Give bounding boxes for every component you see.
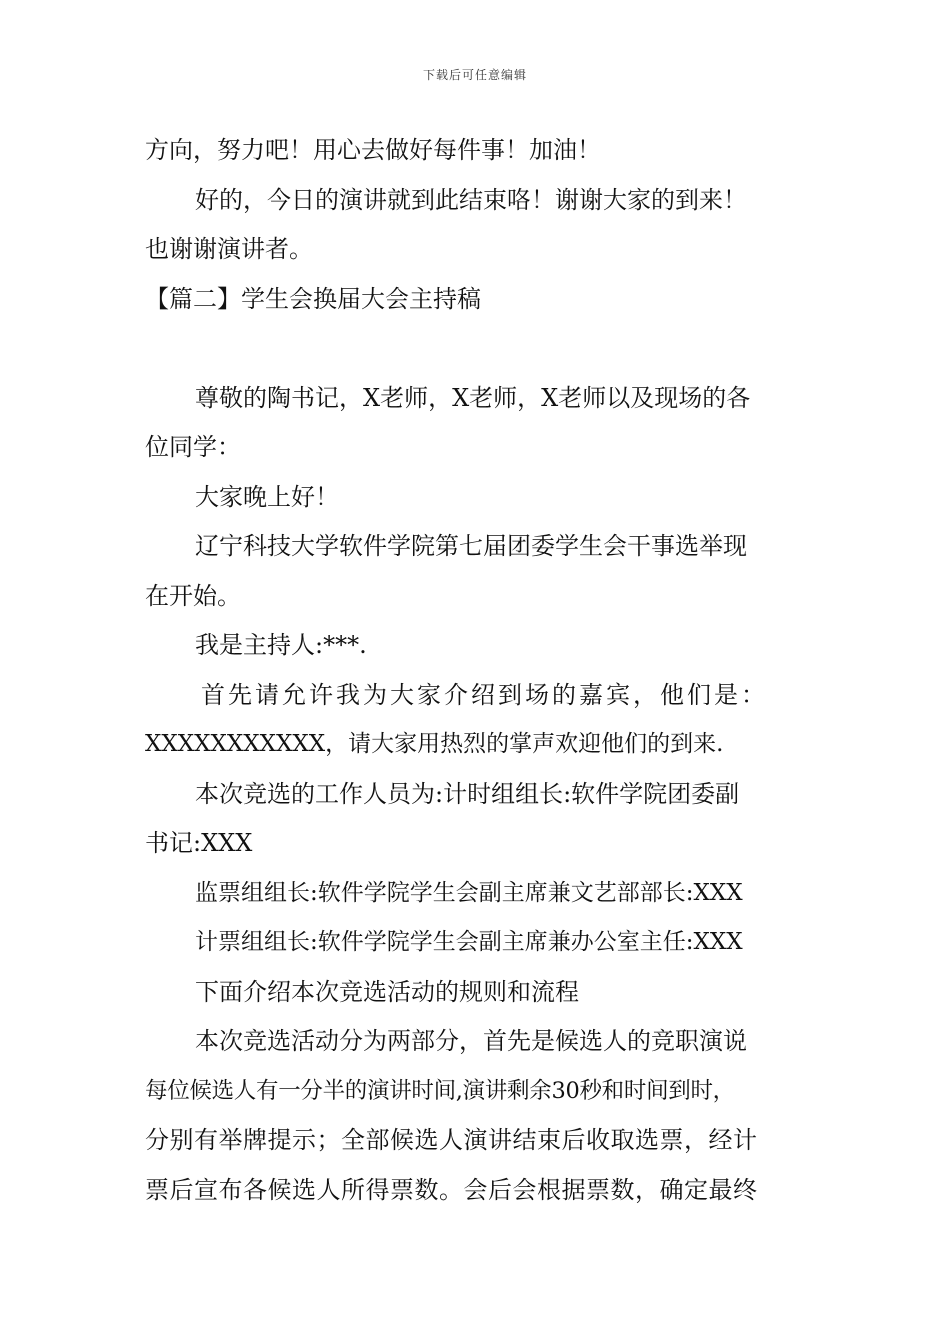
text-line: 我是主持人:***.	[195, 631, 367, 659]
text-line: 本次竞选活动分为两部分，首先是候选人的竞职演说	[195, 1027, 747, 1055]
text-line: 分别有举牌提示；全部候选人演讲结束后收取选票，经计	[145, 1126, 758, 1154]
blank-line	[145, 324, 810, 374]
text-line: 在开始。	[145, 581, 241, 610]
text-line: 位同学：	[145, 433, 241, 461]
section-heading: 【篇二】学生会换届大会主持稿	[145, 284, 481, 313]
text-line: 好的，今日的演讲就到此结束咯！谢谢大家的到来！	[195, 185, 747, 214]
text-line: 票后宣布各候选人所得票数。会后会根据票数，确定最终	[145, 1175, 758, 1204]
document-body	[145, 126, 810, 1215]
text-line: 尊敬的陶书记，X老师，X老师，X老师以及现场的各	[195, 383, 751, 412]
page-header: 下载后可任意编辑	[422, 68, 527, 82]
text-line: 首先请允许我为大家介绍到场的嘉宾，他们是：	[201, 680, 768, 709]
text-line: 方向，努力吧！用心去做好每件事！加油！	[145, 136, 601, 164]
text-line: 下面介绍本次竞选活动的规则和流程	[195, 977, 579, 1006]
text-line: XXXXXXXXXXX，请大家用热烈的掌声欢迎他们的到来.	[145, 731, 724, 757]
text-line: 大家晚上好！	[195, 482, 339, 511]
text-line: 计票组组长:软件学院学生会副主席兼办公室主任:XXX	[195, 929, 743, 955]
text-line: 本次竞选的工作人员为:计时组组长:软件学院团委副	[195, 779, 740, 808]
text-line: 辽宁科技大学软件学院第七届团委学生会干事选举现	[195, 532, 747, 560]
text-line: 也谢谢演讲者。	[145, 235, 313, 263]
text-line: 每位候选人有一分半的演讲时间,演讲剩余30秒和时间到时，	[145, 1077, 735, 1104]
text-line: 监票组组长:软件学院学生会副主席兼文艺部部长:XXX	[195, 879, 743, 906]
text-line: 书记:XXX	[145, 829, 253, 857]
